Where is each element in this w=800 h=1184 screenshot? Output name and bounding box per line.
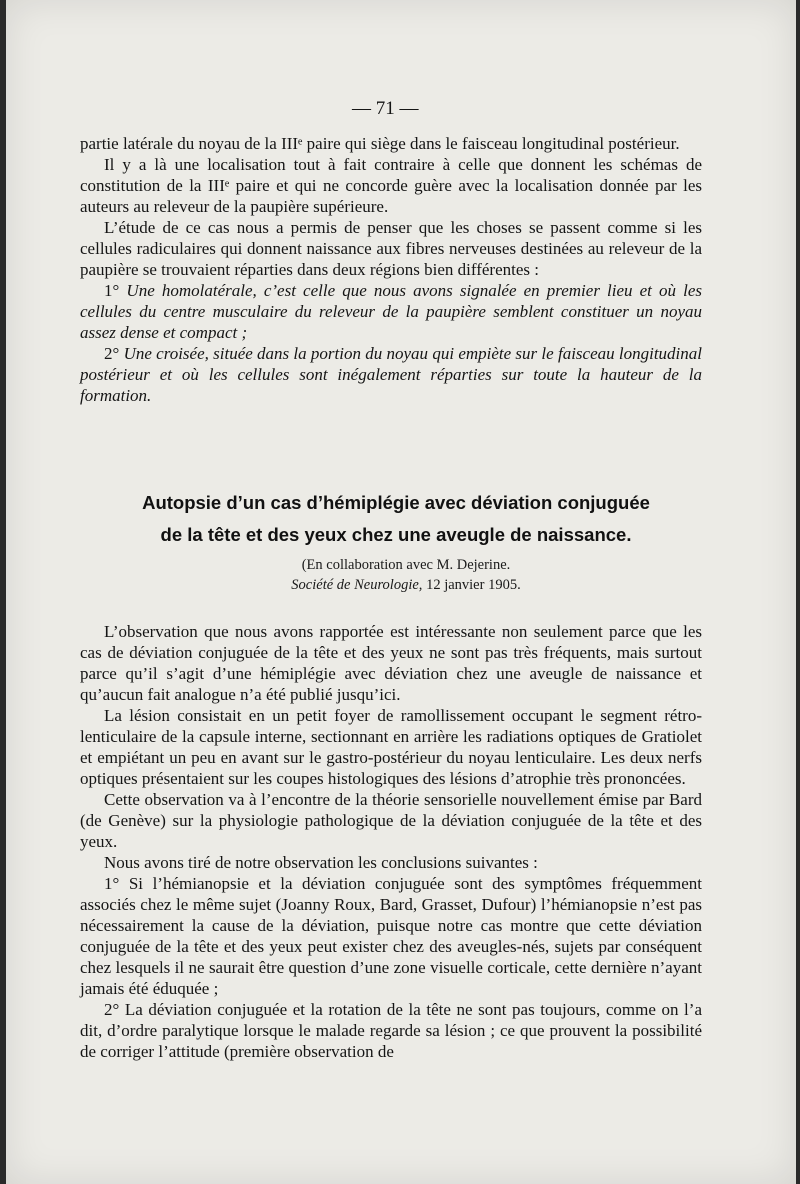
paragraph: Cette observation va à l’encontre de la théorie sensorielle nouvellement émise par Bard (de Genève) sur la physiologie pathologique de la déviation conjuguée de la tête et des yeux. [80, 790, 702, 851]
intro-text-block [80, 133, 702, 406]
paragraph: Nous avons tiré de notre observation les conclusions suivantes : [104, 853, 538, 872]
paragraph: Il y a là une localisation tout à fait contraire à celle que donnent les schémas de constitution de la IIIᵉ paire et qui ne concorde guère avec la localisation donnée par les auteurs au releveur de la paupière supérieure. [80, 155, 702, 216]
heading-line-2: de la tête et des yeux chez une aveugle de naissance. [160, 524, 632, 545]
italic-text: Une croisée, située dans la portion du noyau qui empiète sur le faisceau longitudinal postérieur et où les cellules sont inégalement réparties sur toute la hauteur de la formation. [80, 344, 702, 405]
scanned-page [6, 0, 796, 1184]
heading-line-1: Autopsie d’un cas d’hémiplégie avec déviation conjuguée [142, 492, 650, 513]
paragraph: 2° La déviation conjuguée et la rotation de la tête ne sont pas toujours, comme on l’a dit, d’ordre paralytique lorsque le malade regarde sa lésion ; ce que prouvent la possibilité de corriger l’attitude (première observation de [80, 1000, 702, 1061]
session-date: 12 janvier 1905. [426, 577, 521, 593]
page-number: — 71 — [352, 98, 419, 119]
paragraph-italic-1 [80, 280, 702, 343]
paragraph-italic-2 [80, 343, 702, 406]
society-name: Société de Neurologie, [291, 577, 423, 593]
paragraph: L’étude de ce cas nous a permis de penser que les choses se passent comme si les cellules radiculaires qui donnent naissance aux fibres nerveuses destinées au releveur de la paupière se trouvaient réparties dans deux régions bien différentes : [80, 218, 702, 279]
paragraph: partie latérale du noyau de la IIIᵉ paire qui siège dans le faisceau longitudinal postérieur. [80, 134, 680, 153]
paragraph: 1° Si l’hémianopsie et la déviation conjuguée sont des symptômes fréquemment associés chez le même sujet (Joanny Roux, Bard, Grasset, Dufour) l’hémianopsie n’est pas nécessairement la cause de la déviation, puisque notre cas montre que cette déviation conjuguée de la tête et des yeux peut exister chez des aveugles-nés, sujets par conséquent chez lesquels il ne saurait être question d’une zone visuelle corticale, cette dernière n’ayant jamais été éduquée ; [80, 874, 702, 998]
paragraph: L’observation que nous avons rapportée est intéressante non seulement parce que les cas de déviation conjuguée de la tête et des yeux ne sont pas très fréquents, mais surtout parce qu’il s’agit d’une hémiplégie avec déviation chez une aveugle de naissance et qu’aucun fait analogue n’a été publié jusqu’ici. [80, 622, 702, 704]
list-number: 1° [104, 281, 120, 300]
section-heading [66, 487, 726, 551]
paragraph: La lésion consistait en un petit foyer de ramollissement occupant le segment rétro-lenticulaire de la capsule interne, sectionnant en arrière les radiations optiques de Gratiolet et empiétant un peu en avant sur le gastro-postérieur du noyau lenticulaire. Les deux nerfs optiques présentaient sur les coupes histologiques des lésions d’atrophie très prononcées. [80, 706, 702, 788]
collaboration-note [6, 555, 800, 595]
list-number: 2° [104, 344, 120, 363]
italic-text: Une homolatérale, c’est celle que nous avons signalée en premier lieu et où les cellules du centre musculaire du releveur de la paupière semblent constituer un noyau assez dense et compact ; [80, 281, 702, 342]
society-line [6, 575, 800, 595]
main-text-block [80, 621, 702, 1062]
collab-line: (En collaboration avec M. Dejerine. [301, 557, 511, 573]
